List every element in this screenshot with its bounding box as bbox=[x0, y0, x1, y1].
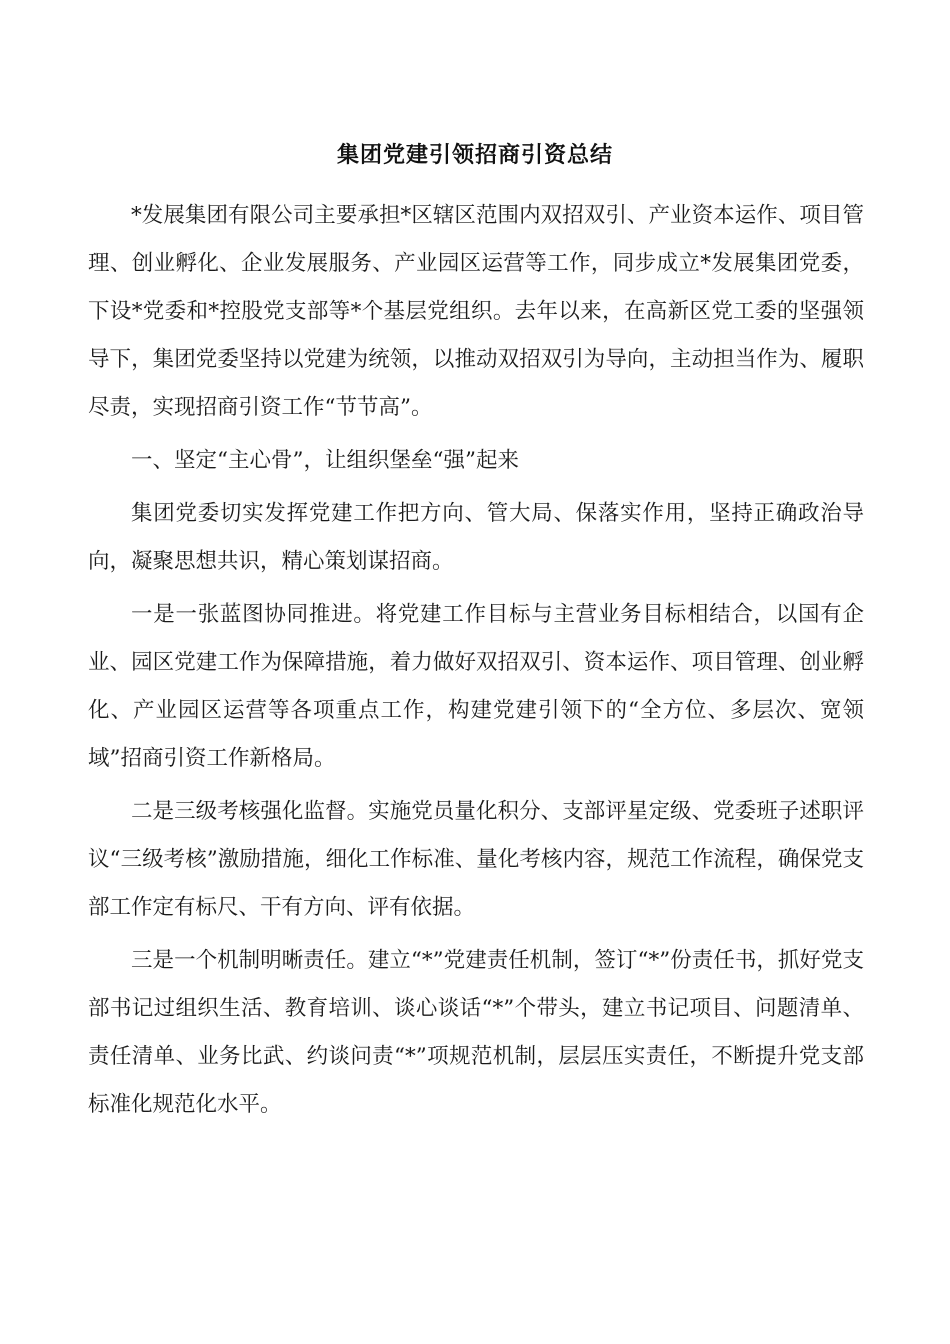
document-body bbox=[88, 192, 864, 1134]
paragraph-point-3: 三是一个机制明晰责任。建立“*”党建责任机制，签订“*”份责任书，抓好党支部书记过组织生活、教育培训、谈心谈话“*”个带头，建立书记项目、问题清单、责任清单、业务比武、约谈问责“*”项规范机制，层层压实责任，不断提升党支部标准化规范化水平。 bbox=[88, 948, 864, 1117]
paragraph-point-1: 一是一张蓝图协同推进。将党建工作目标与主营业务目标相结合，以国有企业、园区党建工作为保障措施，着力做好双招双引、资本运作、项目管理、创业孵化、产业园区运营等各项重点工作，构建党建引领下的“全方位、多层次、宽领域”招商引资工作新格局。 bbox=[88, 602, 864, 771]
paragraph-point-2: 二是三级考核强化监督。实施党员量化积分、支部评星定级、党委班子述职评议“三级考核”激励措施，细化工作标准、量化考核内容，规范工作流程，确保党支部工作定有标尺、干有方向、评有依据。 bbox=[88, 799, 864, 920]
document-title: 集团党建引领招商引资总结 bbox=[336, 143, 613, 168]
paragraph-section-intro: 集团党委切实发挥党建工作把方向、管大局、保落实作用，坚持正确政治导向，凝聚思想共识，精心策划谋招商。 bbox=[88, 501, 864, 574]
paragraph-intro: *发展集团有限公司主要承担*区辖区范围内双招双引、产业资本运作、项目管理、创业孵化、企业发展服务、产业园区运营等工作，同步成立*发展集团党委，下设*党委和*控股党支部等*个基层党组织。去年以来，在高新区党工委的坚强领导下，集团党委坚持以党建为统领，以推动双招双引为导向，主动担当作为、履职尽责，实现招商引资工作“节节高”。 bbox=[88, 203, 864, 420]
section-heading-1: 一、坚定“主心骨”，让组织堡垒“强”起来 bbox=[131, 448, 519, 473]
